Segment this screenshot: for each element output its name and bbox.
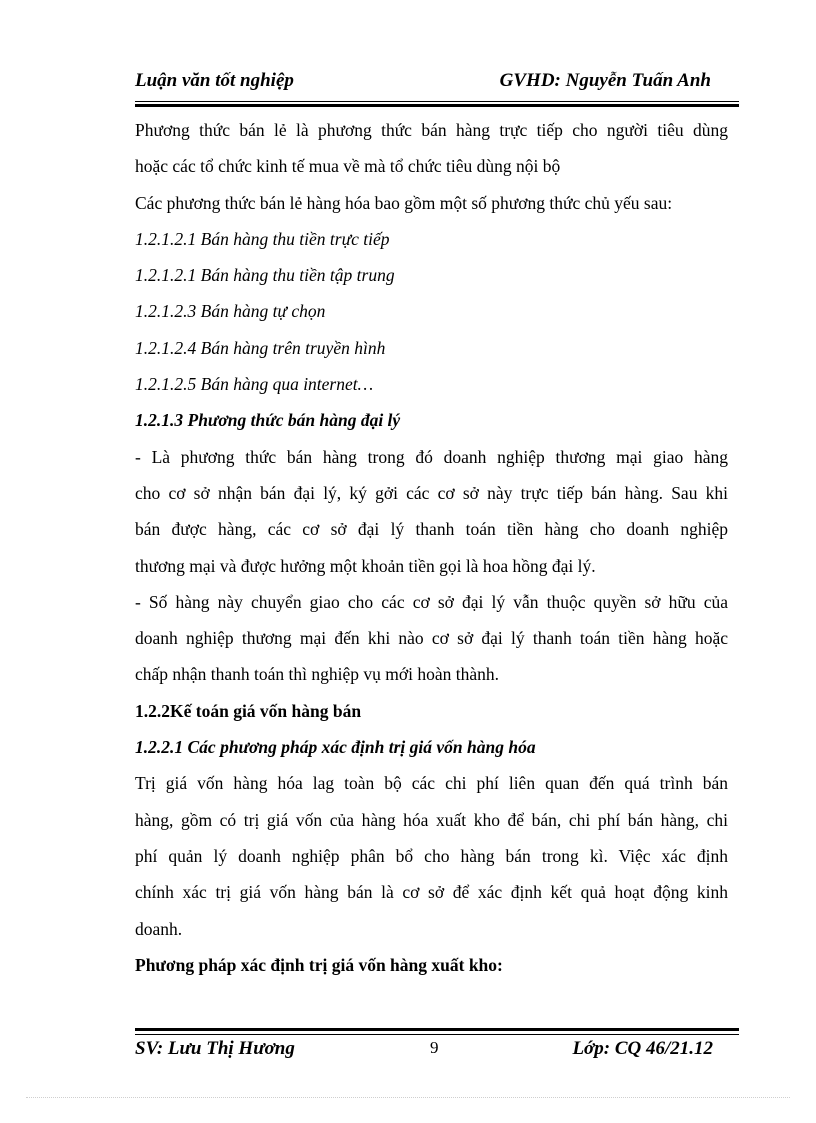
header-supervisor: GVHD: Nguyễn Tuấn Anh xyxy=(499,70,711,91)
paragraph-line: doanh nghiệp thương mại đến khi nào cơ sở đại lý thanh toán tiền hàng hoặc xyxy=(135,628,728,649)
page-number: 9 xyxy=(430,1038,439,1057)
footer-divider-thick xyxy=(135,1028,739,1031)
list-item: 1.2.1.2.1 Bán hàng thu tiền trực tiếp xyxy=(135,228,390,249)
paragraph-line: doanh. xyxy=(135,918,183,939)
list-item: 1.2.1.2.5 Bán hàng qua internet… xyxy=(135,374,374,395)
header-thesis-label: Luận văn tốt nghiệp xyxy=(135,70,294,91)
paragraph-line: cho cơ sở nhận bán đại lý, ký gởi các cơ sở này trực tiếp bán hàng. Sau khi xyxy=(135,482,728,503)
paragraph-line: chấp nhận thanh toán thì nghiệp vụ mới hoàn thành. xyxy=(135,664,500,685)
paragraph-line: - Là phương thức bán hàng trong đó doanh nghiệp thương mại giao hàng xyxy=(135,446,728,467)
paragraph-line: Trị giá vốn hàng hóa lag toàn bộ các chi phí liên quan đến quá trình bán xyxy=(135,773,728,794)
paragraph-line: thương mại và được hưởng một khoản tiền gọi là hoa hồng đại lý. xyxy=(135,555,596,576)
paragraph-line: - Số hàng này chuyển giao cho các cơ sở đại lý vẫn thuộc quyền sở hữu của xyxy=(135,591,728,612)
section-heading-122: 1.2.2Kế toán giá vốn hàng bán xyxy=(135,700,362,721)
list-item: 1.2.1.2.3 Bán hàng tự chọn xyxy=(135,301,326,322)
paragraph-line: hàng, gồm có trị giá vốn của hàng hóa xuất kho để bán, chi phí bán hàng, chi xyxy=(135,809,728,830)
section-heading-1213: 1.2.1.3 Phương thức bán hàng đại lý xyxy=(135,410,401,431)
footer-class: Lớp: CQ 46/21.12 xyxy=(572,1038,713,1059)
paragraph-line: Phương thức bán lẻ là phương thức bán hàng trực tiếp cho người tiêu dùng xyxy=(135,120,728,140)
list-item: 1.2.1.2.1 Bán hàng thu tiền tập trung xyxy=(135,265,395,286)
header-divider-thick xyxy=(135,104,739,107)
paragraph-line: phí quản lý doanh nghiệp phân bổ cho hàng bán trong kì. Việc xác định xyxy=(135,845,728,866)
footer-student: SV: Lưu Thị Hương xyxy=(135,1038,295,1059)
list-item: 1.2.1.2.4 Bán hàng trên truyền hình xyxy=(135,337,386,358)
paragraph-line: bán được hàng, các cơ sở đại lý thanh toán tiền hàng cho doanh nghiệp xyxy=(135,519,728,540)
page-footer xyxy=(135,1038,713,1064)
page-body xyxy=(135,112,728,983)
paragraph-line: hoặc các tổ chức kinh tế mua về mà tổ chức tiêu dùng nội bộ xyxy=(135,156,561,177)
paragraph-line: Các phương thức bán lẻ hàng hóa bao gồm một số phương thức chủ yếu sau: xyxy=(135,192,673,213)
section-heading-1221: 1.2.2.1 Các phương pháp xác định trị giá vốn hàng hóa xyxy=(135,737,536,758)
footer-divider-thin xyxy=(135,1034,739,1035)
header-divider-thin xyxy=(135,101,739,102)
paragraph-line: chính xác trị giá vốn hàng bán là cơ sở để xác định kết quả hoạt động kinh xyxy=(135,882,728,903)
page-boundary xyxy=(26,1097,790,1098)
page-header xyxy=(135,70,711,100)
method-heading: Phương pháp xác định trị giá vốn hàng xuất kho: xyxy=(135,954,503,975)
